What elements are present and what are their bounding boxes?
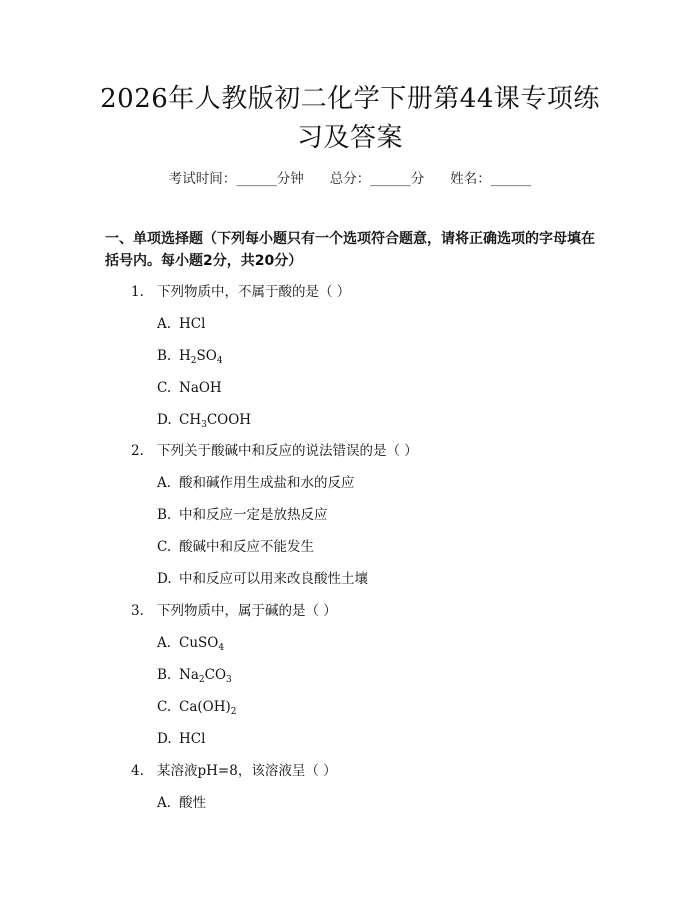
question-number: 3. (131, 603, 144, 619)
q3-option-d (157, 729, 205, 749)
option-text: 酸和碱作用生成盐和水的反应 (179, 475, 355, 491)
subscript: 3 (201, 420, 207, 430)
exam-time-label: 考试时间：______分钟 (168, 171, 304, 187)
q1-option-b (157, 346, 223, 366)
subscript: 4 (216, 356, 223, 366)
question-text: 下列关于酸碱中和反应的说法错误的是（ ） (157, 443, 418, 459)
option-letter: D. (157, 571, 172, 587)
section-heading: 一、单项选择题（下列每小题只有一个选项符合题意，请将正确选项的字母填在括号内。每小题2分，共20分） (105, 231, 595, 269)
option-text: 酸碱中和反应不能发生 (179, 539, 314, 555)
q1-option-a (157, 314, 205, 334)
option-letter: B. (157, 507, 172, 523)
option-letter: B. (157, 667, 172, 683)
option-text: CuSO (179, 635, 219, 651)
q3-option-c (157, 697, 237, 717)
option-text: H (179, 348, 191, 364)
option-text: 中和反应一定是放热反应 (179, 507, 328, 523)
subscript: 2 (190, 356, 197, 366)
option-text: 酸性 (179, 795, 206, 811)
question-4 (131, 761, 337, 781)
option-text: Ca(OH) (179, 699, 231, 715)
option-letter: A. (157, 795, 172, 811)
option-letter: D. (157, 731, 172, 747)
question-number: 2. (131, 443, 144, 459)
total-score-label: 总分：______分 (329, 171, 425, 187)
q2-option-c (157, 537, 314, 557)
option-text: HCl (179, 731, 206, 747)
option-text: Na (179, 667, 199, 683)
subscript: 4 (218, 643, 225, 653)
question-3 (131, 601, 337, 621)
q2-option-a (157, 473, 355, 493)
option-text: HCl (179, 316, 206, 332)
subscript: 2 (230, 707, 237, 717)
exam-meta (0, 167, 700, 187)
option-text: CH (179, 412, 202, 428)
question-1 (131, 282, 350, 302)
option-letter: B. (157, 348, 172, 364)
question-text: 下列物质中，不属于酸的是（ ） (157, 284, 351, 300)
option-letter: C. (157, 539, 172, 555)
subscript: 3 (226, 675, 232, 685)
option-letter: A. (157, 635, 172, 651)
option-text-cont: COOH (206, 412, 252, 428)
page-title: 2026年人教版初二化学下册第44课专项练习及答案 (100, 84, 600, 153)
question-number: 1. (131, 284, 144, 300)
q3-option-b (157, 665, 232, 685)
option-text: 中和反应可以用来改良酸性土壤 (179, 571, 368, 587)
student-name-label: 姓名：______ (450, 171, 532, 187)
q1-option-d (157, 410, 251, 430)
option-letter: C. (157, 699, 172, 715)
option-letter: A. (157, 316, 172, 332)
q2-option-d (157, 569, 368, 589)
q1-option-c (157, 378, 222, 398)
q2-option-b (157, 505, 328, 525)
option-letter: A. (157, 475, 172, 491)
subscript: 2 (198, 675, 205, 685)
option-letter: C. (157, 380, 172, 396)
option-text-cont: SO (196, 348, 217, 364)
q3-option-a (157, 633, 224, 653)
question-text: 某溶液pH=8，该溶液呈（ ） (157, 763, 337, 779)
option-text: NaOH (179, 380, 222, 396)
q4-option-a (157, 793, 206, 813)
option-text-cont: CO (204, 667, 227, 683)
question-2 (131, 441, 418, 461)
question-number: 4. (131, 763, 144, 779)
question-text: 下列物质中，属于碱的是（ ） (157, 603, 337, 619)
option-letter: D. (157, 412, 172, 428)
